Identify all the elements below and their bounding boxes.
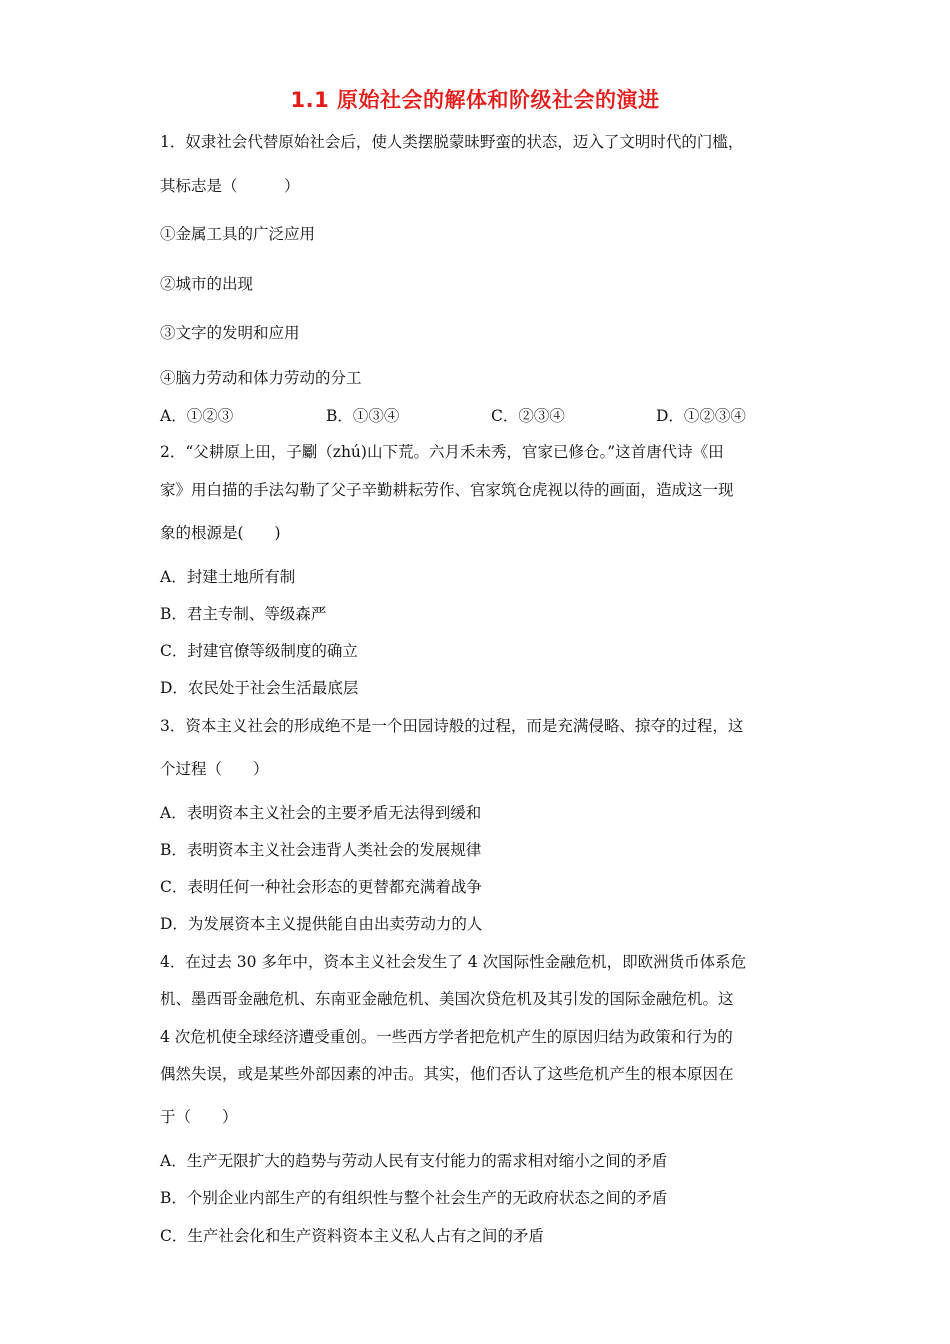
q1-option-c: C．②③④ [491,407,565,425]
q1-item-2: ②城市的出现 [160,275,254,293]
q1-stem-line-1: 1．奴隶社会代替原始社会后，使人类摆脱蒙昧野蛮的状态，迈入了文明时代的门槛， [160,133,744,151]
q1-option-d: D．①②③④ [656,407,746,425]
q4-option-a: A．生产无限扩大的趋势与劳动人民有支付能力的需求相对缩小之间的矛盾 [160,1152,668,1170]
q2-stem-line-2: 家》用白描的手法勾勒了父子辛勤耕耘劳作、官家筑仓虎视以待的画面，造成这一现 [160,481,734,499]
q2-option-d: D．农民处于社会生活最底层 [160,679,359,697]
q1-options [160,404,800,424]
q4-stem-line-5: 于（ ） [160,1108,238,1126]
q2-stem-line-1: 2．“父耕原上田，子劚（zhú)山下荒。六月禾未秀，官家已修仓。”这首唐代诗《田 [160,443,724,461]
q4-option-b: B．个别企业内部生产的有组织性与整个社会生产的无政府状态之间的矛盾 [160,1189,668,1207]
q1-item-1: ①金属工具的广泛应用 [160,225,316,243]
q1-item-4: ④脑力劳动和体力劳动的分工 [160,369,362,387]
q1-option-b: B．①③④ [326,407,400,425]
q3-option-c: C．表明任何一种社会形态的更替都充满着战争 [160,878,482,896]
q2-option-b: B．君主专制、等级森严 [160,605,327,623]
page-title: 1.1 原始社会的解体和阶级社会的演进 [290,88,660,112]
q1-item-3: ③文字的发明和应用 [160,324,300,342]
q4-option-c: C．生产社会化和生产资料资本主义私人占有之间的矛盾 [160,1227,544,1245]
q2-option-a: A．封建土地所有制 [160,568,296,586]
q3-stem-line-2: 个过程（ ） [160,760,269,778]
q2-stem-line-3: 象的根源是( ) [160,524,281,542]
q4-stem-line-1: 4．在过去 30 多年中，资本主义社会发生了 4 次国际性金融危机，即欧洲货币体系危 [160,953,747,971]
q4-stem-line-2: 机、墨西哥金融危机、东南亚金融危机、美国次贷危机及其引发的国际金融危机。这 [160,990,734,1008]
q3-stem-line-1: 3．资本主义社会的形成绝不是一个田园诗般的过程，而是充满侵略、掠夺的过程，这 [160,717,744,735]
q3-option-b: B．表明资本主义社会违背人类社会的发展规律 [160,841,482,859]
q3-option-a: A．表明资本主义社会的主要矛盾无法得到缓和 [160,804,482,822]
q1-stem-line-2: 其标志是（ ） [160,177,300,195]
q2-option-c: C．封建官僚等级制度的确立 [160,642,358,660]
q1-option-a: A．①②③ [160,407,234,425]
q4-stem-line-4: 偶然失误，或是某些外部因素的冲击。其实，他们否认了这些危机产生的根本原因在 [160,1065,734,1083]
q3-option-d: D．为发展资本主义提供能自由出卖劳动力的人 [160,915,483,933]
q4-stem-line-3: 4 次危机使全球经济遭受重创。一些西方学者把危机产生的原因归结为政策和行为的 [160,1028,733,1046]
